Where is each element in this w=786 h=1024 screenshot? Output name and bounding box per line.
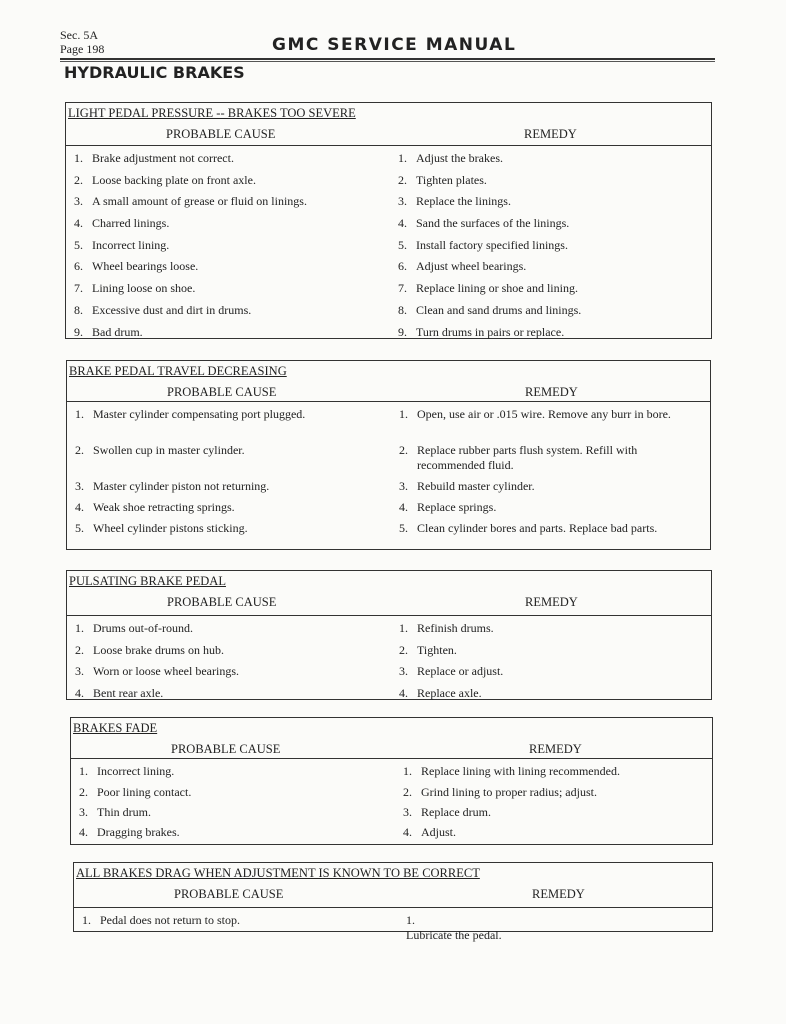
remedy-text: Tighten. — [417, 642, 457, 657]
table-row — [67, 621, 711, 643]
remedy-text: Rebuild master cylinder. — [417, 479, 535, 493]
table-row — [66, 194, 711, 216]
cause-text: Loose backing plate on front axle. — [92, 172, 256, 187]
header-divider — [74, 907, 712, 908]
troubleshooting-table — [65, 102, 712, 339]
remedy-cell: 2. Grind lining to proper radius; adjust. — [403, 785, 712, 805]
table-title: LIGHT PEDAL PRESSURE -- BRAKES TOO SEVERE — [68, 106, 356, 120]
cause-header: PROBABLE CAUSE — [166, 127, 276, 141]
cause-text: Charred linings. — [92, 216, 170, 231]
remedy-text: Replace the linings. — [416, 194, 511, 209]
cause-cell: 4. Charred linings. — [74, 216, 170, 231]
cause-cell: 3. Worn or loose wheel bearings. — [75, 664, 239, 678]
remedy-header: REMEDY — [529, 742, 582, 756]
cause-text: A small amount of grease or fluid on linings. — [92, 194, 307, 209]
table-row — [71, 764, 712, 785]
cause-cell: 4. Weak shoe retracting springs. — [75, 500, 235, 514]
remedy-cell: 1. Open, use air or .015 wire. Remove any burr in bore. — [399, 407, 710, 443]
remedy-cell: 2. Replace rubber parts flush system. Refill with recommended fluid. — [399, 443, 710, 479]
troubleshooting-table — [66, 360, 711, 550]
cause-cell: 1. Brake adjustment not correct. — [74, 151, 234, 165]
remedy-text: Grind lining to proper radius; adjust. — [421, 785, 597, 799]
remedy-text: Replace drum. — [421, 805, 491, 819]
remedy-cell: 4. Adjust. — [403, 825, 712, 845]
cause-text: Brake adjustment not correct. — [92, 151, 234, 165]
cause-cell: 5. Incorrect lining. — [74, 237, 170, 252]
cause-text: Poor lining contact. — [97, 785, 192, 799]
remedy-cell: 4. Sand the surfaces of the linings. — [398, 216, 711, 238]
remedy-header: REMEDY — [532, 887, 585, 901]
cause-cell: 1. Drums out-of-round. — [75, 621, 193, 635]
table-row — [66, 151, 711, 173]
table-rows — [71, 764, 712, 845]
remedy-text: Tighten plates. — [416, 172, 487, 187]
table-row — [66, 259, 711, 281]
remedy-text: Replace or adjust. — [417, 664, 504, 678]
remedy-cell: 1.Lubricate the pedal. — [406, 913, 712, 933]
remedy-text: Adjust wheel bearings. — [416, 259, 527, 274]
cause-text: Master cylinder compensating port plugged. — [93, 407, 306, 421]
table-row — [66, 303, 711, 325]
cause-text: Wheel bearings loose. — [92, 259, 199, 274]
table-row — [66, 325, 711, 347]
table-row — [66, 173, 711, 195]
cause-text: Bent rear axle. — [93, 685, 164, 700]
remedy-cell: 4. Replace springs. — [399, 500, 710, 521]
cause-header: PROBABLE CAUSE — [174, 887, 284, 901]
remedy-cell: 5. Install factory specified linings. — [398, 238, 711, 260]
manual-title: GMC SERVICE MANUAL — [272, 35, 517, 55]
cause-cell: 4. Dragging brakes. — [79, 825, 180, 839]
table-rows — [66, 151, 711, 346]
table-rows — [67, 621, 711, 707]
cause-text: Loose brake drums on hub. — [93, 642, 224, 657]
cause-text: Weak shoe retracting springs. — [93, 500, 235, 514]
remedy-text: Replace springs. — [417, 500, 497, 514]
table-title: BRAKE PEDAL TRAVEL DECREASING — [69, 364, 287, 378]
remedy-cell: 7. Replace lining or shoe and lining. — [398, 281, 711, 303]
cause-text: Drums out-of-round. — [93, 621, 193, 635]
cause-cell: 1. Pedal does not return to stop. — [82, 913, 240, 927]
table-row — [71, 825, 712, 845]
remedy-header: REMEDY — [525, 595, 578, 609]
remedy-text: Replace axle. — [417, 685, 482, 700]
remedy-text: Adjust. — [421, 825, 457, 839]
cause-cell: 1. Master cylinder compensating port plugged. — [75, 407, 306, 421]
cause-cell: 2. Poor lining contact. — [79, 785, 192, 799]
cause-cell: 8. Excessive dust and dirt in drums. — [74, 302, 252, 317]
remedy-text: Replace rubber parts flush system. Refill with recommended fluid. — [417, 443, 638, 472]
cause-text: Incorrect lining. — [92, 237, 170, 252]
remedy-text: Open, use air or .015 wire. Remove any burr in bore. — [417, 407, 671, 421]
remedy-cell: 8. Clean and sand drums and linings. — [398, 303, 711, 325]
remedy-cell: 3. Replace or adjust. — [399, 664, 711, 686]
table-row — [66, 281, 711, 303]
cause-cell: 2. Swollen cup in master cylinder. — [75, 443, 245, 457]
section-number: Sec. 5A — [60, 28, 98, 42]
table-title: ALL BRAKES DRAG WHEN ADJUSTMENT IS KNOWN TO BE CORRECT — [76, 866, 480, 880]
table-row — [67, 407, 710, 443]
cause-text: Incorrect lining. — [97, 764, 175, 778]
remedy-text: Lubricate the pedal. — [406, 928, 502, 942]
remedy-cell: 1. Replace lining with lining recommended. — [403, 764, 712, 785]
page-heading: HYDRAULIC BRAKES — [64, 63, 245, 82]
troubleshooting-table — [70, 717, 713, 845]
cause-text: Excessive dust and dirt in drums. — [92, 302, 252, 317]
header-divider — [66, 145, 711, 146]
remedy-header: REMEDY — [524, 127, 577, 141]
cause-cell: 2. Loose brake drums on hub. — [75, 642, 224, 657]
remedy-cell: 1. Refinish drums. — [399, 621, 711, 643]
remedy-cell: 4. Replace axle. — [399, 686, 711, 708]
header-rule — [60, 58, 715, 62]
table-row — [66, 238, 711, 260]
remedy-cell: 2. Tighten plates. — [398, 173, 711, 195]
table-row — [67, 521, 710, 555]
header-divider — [67, 401, 710, 402]
cause-text: Thin drum. — [97, 805, 151, 819]
section-info — [60, 28, 104, 56]
cause-text: Worn or loose wheel bearings. — [93, 664, 239, 678]
remedy-text: Replace lining or shoe and lining. — [416, 281, 578, 296]
remedy-cell: 3. Replace the linings. — [398, 194, 711, 216]
header-divider — [67, 615, 711, 616]
cause-header: PROBABLE CAUSE — [167, 595, 277, 609]
cause-text: Bad drum. — [92, 324, 143, 339]
cause-cell: 1. Incorrect lining. — [79, 764, 175, 778]
remedy-cell: 9. Turn drums in pairs or replace. — [398, 325, 711, 347]
cause-cell: 4. Bent rear axle. — [75, 685, 164, 700]
troubleshooting-table — [66, 570, 712, 700]
remedy-cell: 2. Tighten. — [399, 643, 711, 665]
table-row — [67, 664, 711, 686]
table-row — [67, 643, 711, 665]
remedy-header: REMEDY — [525, 385, 578, 399]
cause-header: PROBABLE CAUSE — [167, 385, 277, 399]
cause-cell: 3. Master cylinder piston not returning. — [75, 479, 270, 493]
remedy-text: Install factory specified linings. — [416, 237, 568, 252]
table-row — [67, 443, 710, 479]
cause-text: Lining loose on shoe. — [92, 281, 196, 296]
troubleshooting-table — [73, 862, 713, 942]
table-title: PULSATING BRAKE PEDAL — [69, 574, 226, 588]
cause-cell: 3. Thin drum. — [79, 805, 151, 819]
remedy-text: Adjust the brakes. — [416, 151, 503, 165]
remedy-cell: 6. Adjust wheel bearings. — [398, 259, 711, 281]
table-row — [71, 805, 712, 825]
table-row — [67, 686, 711, 708]
remedy-cell: 3. Rebuild master cylinder. — [399, 479, 710, 500]
cause-cell: 5. Wheel cylinder pistons sticking. — [75, 521, 248, 535]
page-number: Page 198 — [60, 42, 105, 56]
remedy-cell: 3. Replace drum. — [403, 805, 712, 825]
remedy-text: Turn drums in pairs or replace. — [416, 324, 565, 339]
remedy-cell: 1. Adjust the brakes. — [398, 151, 711, 173]
table-rows — [74, 913, 712, 942]
remedy-text: Clean and sand drums and linings. — [416, 302, 582, 317]
remedy-text: Sand the surfaces of the linings. — [416, 216, 570, 231]
remedy-text: Refinish drums. — [417, 621, 494, 635]
table-row — [66, 216, 711, 238]
table-rows — [67, 407, 710, 555]
cause-text: Pedal does not return to stop. — [100, 913, 240, 927]
cause-text: Dragging brakes. — [97, 825, 180, 839]
cause-cell: 9. Bad drum. — [74, 324, 143, 339]
cause-header: PROBABLE CAUSE — [171, 742, 281, 756]
table-row — [74, 913, 712, 942]
remedy-text: Replace lining with lining recommended. — [421, 764, 620, 778]
table-row — [67, 500, 710, 521]
cause-text: Wheel cylinder pistons sticking. — [93, 521, 248, 535]
remedy-text: Clean cylinder bores and parts. Replace bad parts. — [417, 521, 658, 535]
cause-text: Swollen cup in master cylinder. — [93, 443, 245, 457]
remedy-cell: 5. Clean cylinder bores and parts. Replace bad parts. — [399, 521, 710, 555]
cause-cell: 3. A small amount of grease or fluid on linings. — [74, 194, 307, 209]
header-divider — [71, 758, 712, 759]
table-row — [71, 785, 712, 805]
table-title: BRAKES FADE — [73, 721, 158, 735]
cause-cell: 7. Lining loose on shoe. — [74, 281, 196, 296]
table-row — [67, 479, 710, 500]
cause-text: Master cylinder piston not returning. — [93, 479, 270, 493]
cause-cell: 6. Wheel bearings loose. — [74, 259, 199, 274]
cause-cell: 2. Loose backing plate on front axle. — [74, 172, 256, 187]
